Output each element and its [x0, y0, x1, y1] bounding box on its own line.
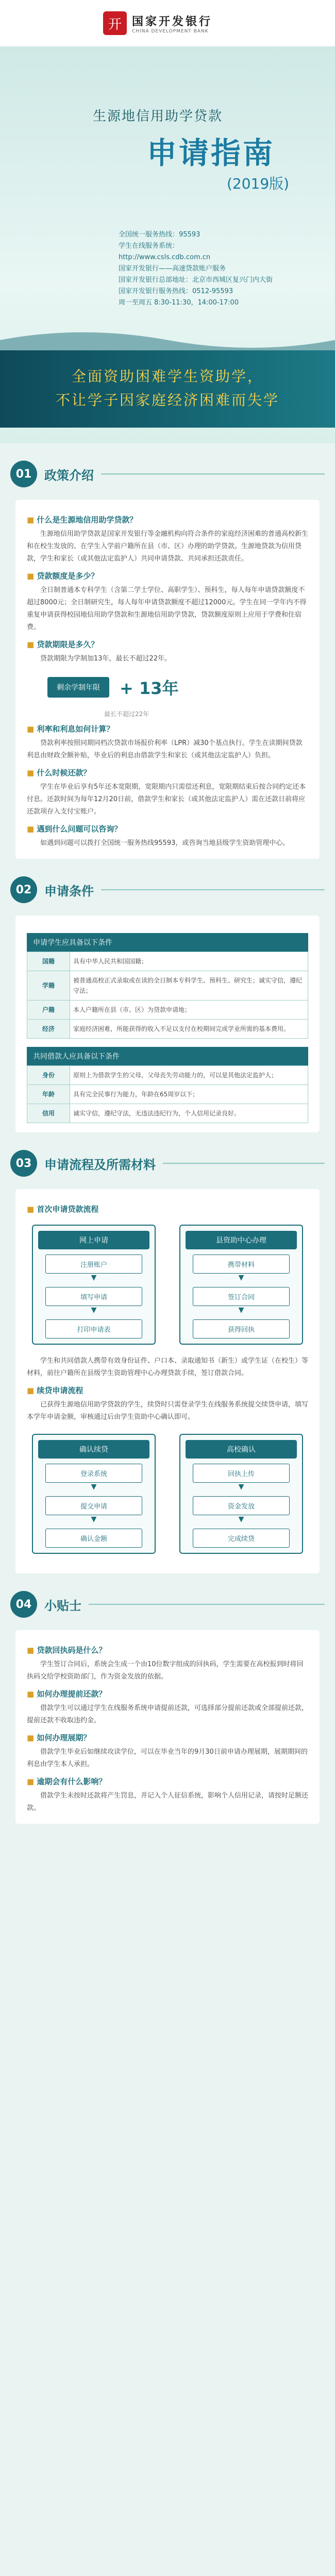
- bank-logo-text: [132, 13, 212, 34]
- policy-answer: 全日制普通本专科学生（含第二学士学位、高职学生）、预科生，每人每年申请贷款额度不超过8000元；全日制研究生，每人每年申请贷款额度不超过12000元。学生在同一学年内不得重复申请获得校园地信用助学贷款和生源地信用助学贷款，贷款额度原则上应用于学费和住宿费。: [27, 586, 307, 631]
- student-conditions-title: 申请学生应具备以下条件: [27, 933, 308, 952]
- flow-column-title: 网上申请: [38, 1231, 149, 1249]
- contact-link[interactable]: http://www.csls.cdb.com.cn: [119, 253, 211, 261]
- flow-step: 注册账户: [45, 1255, 142, 1274]
- section-header-process: [10, 1147, 325, 1180]
- policy-answer: 学生在毕业后享有5年还本宽限期，宽限期内只需偿还利息，宽限期结束后按合同约定还本付息。还款时间为每年12月20日前，借款学生和家长（或其他法定监护人）需在还款日前将应还款项存入支付宝账户。: [27, 783, 306, 816]
- condition-value: 被普通高校正式录取或在读的全日制本专科学生、预科生、研究生；诚实守信，遵纪守法；: [70, 971, 308, 1001]
- section-number: 03: [10, 1150, 37, 1177]
- condition-key: 学籍: [27, 971, 70, 1001]
- flow-column-title: 县资助中心办理: [186, 1231, 297, 1249]
- section-number: 02: [10, 876, 37, 903]
- arrow-down-icon: ▼: [238, 1515, 244, 1523]
- flow-step: 获得回执: [193, 1319, 290, 1338]
- table-row: [27, 1020, 308, 1039]
- table-row: [27, 952, 308, 971]
- arrow-down-icon: ▼: [91, 1274, 97, 1282]
- hero-contact-info: [119, 229, 325, 309]
- condition-key: 年龄: [27, 1085, 70, 1104]
- tip-question: ■ 如何办理提前还款？: [27, 1688, 308, 1699]
- flow-step: 携带材料: [193, 1255, 290, 1274]
- arrow-down-icon: ▼: [238, 1483, 244, 1491]
- condition-value: 家庭经济困难，所能获得的收入不足以支付在校期间完成学业所需的基本费用。: [70, 1020, 308, 1039]
- tip-answer: 借款学生可以通过学生在线服务系统申请提前还款，可选择部分提前还款或全部提前还款，提前还款不收取违约金。: [27, 1704, 309, 1724]
- bank-name-en: CHINA DEVELOPMENT BANK: [132, 28, 209, 34]
- condition-key: 信用: [27, 1104, 70, 1123]
- table-row: [27, 1104, 308, 1123]
- hero-slogan: [0, 350, 335, 428]
- flow-step: 打印申请表: [45, 1319, 142, 1338]
- arrow-down-icon: ▼: [238, 1306, 244, 1314]
- coborrower-conditions-title: 共同借款人应具备以下条件: [27, 1047, 308, 1065]
- condition-value: 原则上为借款学生的父母，父母丧失劳动能力的，可以是其他法定监护人；: [70, 1066, 308, 1085]
- formula-note: 最长不超过22年: [104, 710, 149, 718]
- coborrower-conditions-table: [27, 1065, 308, 1123]
- section-title: 申请流程及所需材料: [44, 1157, 156, 1172]
- hero-title: 申请指南: [147, 135, 275, 171]
- loan-term-formula: [47, 675, 308, 699]
- tip-answer: 借款学生毕业后如继续攻读学位，可以在毕业当年的9月30日前申请办理展期，展期期间的利息由学生本人承担。: [27, 1748, 308, 1768]
- section-title: 政策介绍: [44, 468, 94, 483]
- conditions-card: [15, 916, 320, 1132]
- arrow-down-icon: ▼: [238, 1274, 244, 1282]
- student-conditions-table: [27, 952, 308, 1039]
- logo-glyph: 开: [108, 16, 122, 32]
- section-number: 04: [10, 1591, 37, 1618]
- section-divider: [163, 1163, 325, 1164]
- section-title: 申请条件: [44, 884, 94, 899]
- section-header-tips: [10, 1588, 325, 1621]
- process-desc: 学生和共同借款人携带有效身份证件、户口本、录取通知书（新生）或学生证（在校生）等材料，前往户籍所在县级学生资助管理中心办理贷款手续，签订借款合同。: [27, 1357, 309, 1377]
- section-divider: [101, 889, 325, 890]
- condition-key: 身份: [27, 1066, 70, 1085]
- flow-step: 完成续贷: [193, 1529, 290, 1548]
- condition-key: 经济: [27, 1020, 70, 1039]
- policy-answer: 如遇到问题可以拨打全国统一服务热线95593，或咨询当地县级学生资助管理中心。: [40, 839, 290, 847]
- header: [0, 0, 335, 46]
- hero-banner: [0, 46, 335, 443]
- flow-step: 提交申请: [45, 1496, 142, 1515]
- contact-line: 国家开发银行——高速贷款账户服务: [119, 265, 226, 273]
- policy-question: ■ 什么时候还款？: [27, 767, 308, 778]
- policy-question: ■ 贷款额度是多少？: [27, 570, 308, 581]
- flow-column-confirm: [32, 1434, 156, 1554]
- formula-box: 剩余学制年限: [47, 677, 109, 698]
- slogan-line-2: 不让学子因家庭经济困难而失学: [55, 392, 279, 409]
- policy-question: ■ 遇到什么问题可以咨询？: [27, 823, 308, 834]
- contact-line: 学生在线服务系统：: [119, 242, 179, 250]
- section-title: 小贴士: [44, 1598, 81, 1613]
- policy-question: ■ 贷款期限是多久？: [27, 639, 308, 650]
- hero-year: (2019版): [227, 175, 290, 192]
- first-apply-flow: [32, 1225, 303, 1345]
- policy-question: ■ 什么是生源地信用助学贷款？: [27, 514, 308, 525]
- flow-step: 登录系统: [45, 1464, 142, 1483]
- section-header-conditions: [10, 873, 325, 906]
- condition-value: 具有完全民事行为能力，年龄在65周岁以下；: [70, 1085, 308, 1104]
- slogan-line-1: 全面资助困难学生资助学，: [71, 368, 263, 385]
- flow-column-online: [32, 1225, 156, 1345]
- tip-answer: 学生签订合同后，系统会生成一个由10位数字组成的回执码，学生需要在高校报到时将回执码交给学校资助部门，作为资金发放的依据。: [27, 1660, 304, 1681]
- policy-answer: 贷款期限为学制加13年，最长不超过22年。: [40, 655, 172, 663]
- formula-plus: + 13年: [120, 679, 179, 698]
- process-question: ■ 续贷申请流程: [27, 1385, 308, 1396]
- condition-key: 国籍: [27, 952, 70, 971]
- section-divider: [89, 1604, 325, 1605]
- bank-name: 国家开发银行: [132, 15, 213, 28]
- flow-column-title: 确认续贷: [38, 1440, 149, 1459]
- tip-question: ■ 逾期会有什么影响？: [27, 1776, 308, 1787]
- process-question: ■ 首次申请贷款流程: [27, 1204, 308, 1214]
- tip-question: ■ 如何办理展期？: [27, 1732, 308, 1743]
- table-row: [27, 1085, 308, 1104]
- flow-column-school: [179, 1434, 303, 1554]
- flow-step: 签订合同: [193, 1287, 290, 1306]
- bank-logo-icon: [103, 11, 127, 35]
- hero-subtitle: 生源地信用助学贷款: [93, 109, 223, 124]
- flow-step: 回执上传: [193, 1464, 290, 1483]
- tips-card: [15, 1630, 320, 1824]
- condition-value: 本人户籍所在县（市、区）为贷款申请地；: [70, 1001, 308, 1020]
- contact-line: 国家开发银行总部地址：北京市西城区复兴门内大街: [119, 276, 273, 284]
- tip-answer: 借款学生未按时还款将产生罚息，并记入个人征信系统，影响个人信用记录，请按时足额还款。: [27, 1792, 309, 1812]
- contact-line: 国家开发银行服务热线：0512-95593: [119, 287, 233, 295]
- arrow-down-icon: ▼: [91, 1306, 97, 1314]
- table-row: [27, 1066, 308, 1085]
- arrow-down-icon: ▼: [91, 1515, 97, 1523]
- flow-step: 确认金额: [45, 1529, 142, 1548]
- flow-column-title: 高校确认: [186, 1440, 297, 1459]
- flow-column-county: [179, 1225, 303, 1345]
- condition-value: 具有中华人民共和国国籍；: [70, 952, 308, 971]
- condition-value: 诚实守信，遵纪守法，无违法违纪行为，个人信用记录良好。: [70, 1104, 308, 1123]
- process-desc: 已获得生源地信用助学贷款的学生，续贷时只需登录学生在线服务系统提交续贷申请，填写本学年申请金额，审核通过后由学生资助中心确认即可。: [27, 1401, 309, 1421]
- section-number: 01: [10, 461, 37, 487]
- condition-key: 户籍: [27, 1001, 70, 1020]
- policy-question: ■ 利率和利息如何计算？: [27, 723, 308, 734]
- policy-card: [15, 500, 320, 859]
- tip-question: ■ 贷款回执码是什么？: [27, 1645, 308, 1655]
- contact-line: 周一至周五 8:30-11:30，14:00-17:00: [119, 299, 239, 307]
- section-divider: [101, 473, 325, 474]
- policy-answer: 生源地信用助学贷款是国家开发银行等金融机构向符合条件的家庭经济困难的普通高校新生和在校生发放的、在学生入学前户籍所在县（市、区）办理的助学贷款。生源地贷款为信用贷款，学生和家长（或其他法定监护人）共同申请贷款、共同承担还款责任。: [27, 530, 309, 563]
- policy-answer: 贷款利率按照同期同档次贷款市场报价利率（LPR）减30个基点执行。学生在读期间贷款利息由财政全额补贴，毕业后的利息由借款学生和家长（或其他法定监护人）负担。: [27, 739, 303, 759]
- table-row: [27, 1001, 308, 1020]
- section-header-policy: [10, 457, 325, 490]
- arrow-down-icon: ▼: [91, 1483, 97, 1491]
- flow-step: 资金发放: [193, 1496, 290, 1515]
- flow-step: 填写申请: [45, 1287, 142, 1306]
- contact-line: 全国统一服务热线：95593: [119, 231, 200, 239]
- continue-apply-flow: [32, 1434, 303, 1554]
- table-row: [27, 971, 308, 1001]
- process-card: [15, 1189, 320, 1573]
